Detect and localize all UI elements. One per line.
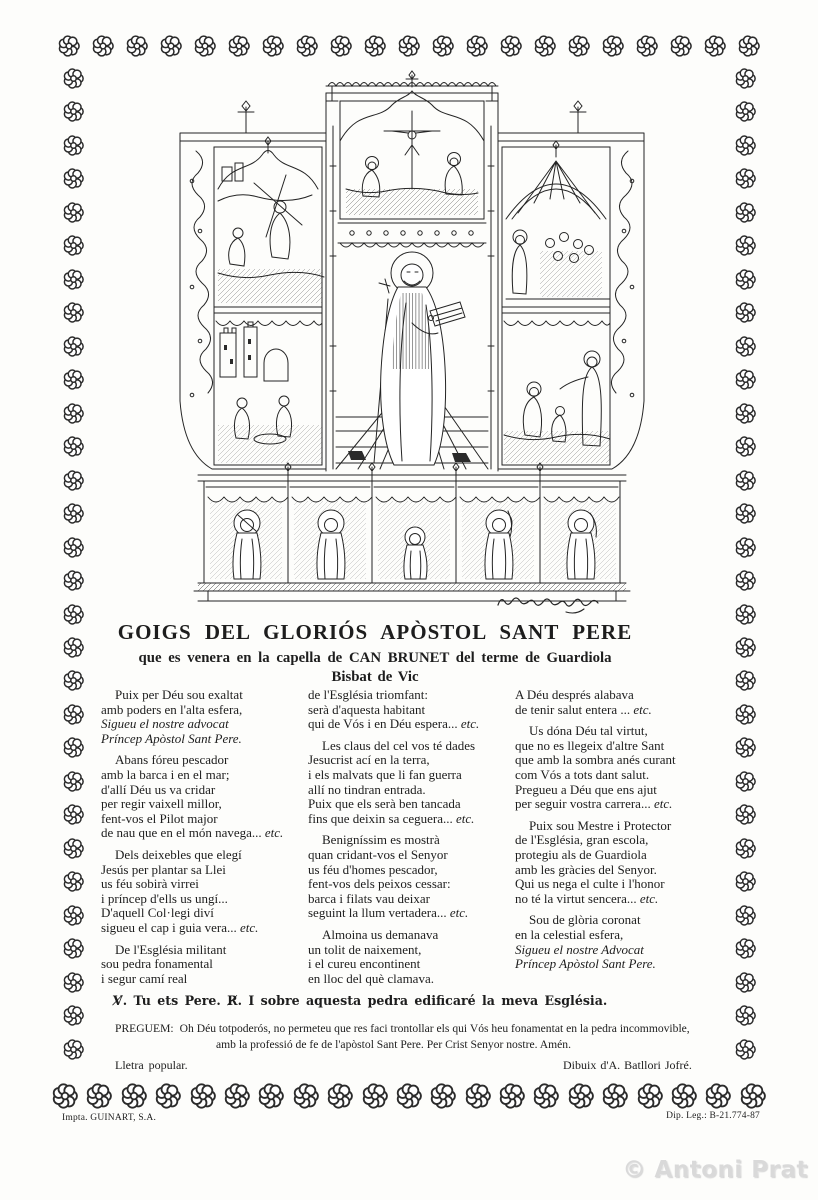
rosette-flower-icon <box>63 436 84 457</box>
crucifixion-scene <box>340 91 484 219</box>
rosette-flower-icon <box>262 35 284 57</box>
preguem-text-1: Oh Déu totpoderós, no permeteu que res faci trontollar els qui Vós heu fonamentat en la pedra incommovible, <box>179 1022 690 1035</box>
verse-line: Almoina us demanava <box>322 926 439 942</box>
ornament-border-left <box>61 68 85 1060</box>
verse-line: Pregueu a Déu que ens ajut <box>515 781 657 797</box>
verse-line: Sigueu el nostre advocat <box>101 716 229 732</box>
saint-peter-figure <box>374 252 465 465</box>
rosette-flower-icon <box>466 35 488 57</box>
rosette-flower-icon <box>63 570 84 591</box>
verse-line: en la celestial esfera, <box>515 926 624 942</box>
rosette-flower-icon <box>735 302 756 323</box>
rosette-flower-icon <box>568 1083 594 1109</box>
stanza <box>308 739 515 827</box>
verse-line: Jesucrist ací en la terra, <box>308 752 430 768</box>
copyright-watermark: © Antoni Prat <box>622 1157 808 1183</box>
versicle-line: V̸. Tu ets Pere. R̸. I sobre aquesta pedra edificaré la meva Església. <box>113 993 608 1008</box>
right-wing-panels <box>498 101 644 469</box>
verse-line: barca i filats vau deixar <box>308 890 430 906</box>
rosette-flower-icon <box>63 737 84 758</box>
rosette-flower-icon <box>63 403 84 424</box>
verse-line: que no es llegeix d'altre Sant <box>515 737 665 753</box>
rosette-flower-icon <box>735 470 756 491</box>
rosette-flower-icon <box>126 35 148 57</box>
verse-line: de l'Església triomfant: <box>308 687 429 702</box>
verse-line: no té la virtut sencera... etc. <box>515 890 659 906</box>
title-block <box>60 620 690 686</box>
rosette-flower-icon <box>735 804 756 825</box>
rosette-flower-icon <box>63 537 84 558</box>
rosette-flower-icon <box>92 35 114 57</box>
rosette-flower-icon <box>258 1083 284 1109</box>
verse-line: amb poders en l'alta esfera, <box>101 701 243 717</box>
footer-deposit: Dip. Leg.: B-21.774-87 <box>666 1111 760 1121</box>
rosette-flower-icon <box>63 168 84 189</box>
stanza <box>101 753 308 841</box>
rosette-flower-icon <box>602 1083 628 1109</box>
left-wing-panels <box>180 101 326 469</box>
rosette-flower-icon <box>735 905 756 926</box>
stanza <box>515 819 722 907</box>
rosette-flower-icon <box>63 704 84 725</box>
verse-line: en lloc del què clamava. <box>308 970 434 986</box>
rosette-flower-icon <box>362 1083 388 1109</box>
rosette-flower-icon <box>735 1039 756 1060</box>
verse-line: i el cureu encontinent <box>308 956 421 972</box>
rosette-flower-icon <box>735 972 756 993</box>
stanza <box>101 688 308 746</box>
rosette-flower-icon <box>224 1083 250 1109</box>
ornament-border-top <box>58 33 760 59</box>
rosette-flower-icon <box>63 1039 84 1060</box>
preguem-label: PREGUEM: <box>115 1022 174 1035</box>
verse-line: Jesús per plantar sa Llei <box>101 861 226 877</box>
rosette-flower-icon <box>63 369 84 390</box>
preguem-line-2: amb la professió de fe de l'apòstol Sant Pere. Per Crist Senyor nostre. Amén. <box>216 1037 571 1051</box>
rosette-flower-icon <box>364 35 386 57</box>
rosette-flower-icon <box>465 1083 491 1109</box>
verse-line: D'aquell Col·legi diví <box>101 905 214 921</box>
stanza <box>515 688 722 717</box>
rosette-flower-icon <box>735 704 756 725</box>
credit-lyrics: Lletra popular. <box>115 1058 188 1072</box>
rosette-flower-icon <box>293 1083 319 1109</box>
rosette-flower-icon <box>432 35 454 57</box>
verse-line: per seguir vostra carrera... etc. <box>515 796 673 812</box>
rosette-flower-icon <box>63 336 84 357</box>
stanza <box>308 688 515 732</box>
rosette-flower-icon <box>63 202 84 223</box>
rosette-flower-icon <box>735 570 756 591</box>
rosette-flower-icon <box>735 670 756 691</box>
verse-line: seguint la llum vertadera... etc. <box>308 905 469 921</box>
rosette-flower-icon <box>63 972 84 993</box>
verse-line: sigueu el cap i guia vera... etc. <box>101 919 259 935</box>
verse-line: amb la barca i en el mar; <box>101 766 230 782</box>
stanza <box>308 928 515 986</box>
verse-line: A Déu després alabava <box>515 687 634 702</box>
verse-line: Puix que els serà ben tancada <box>308 796 461 812</box>
rosette-flower-icon <box>534 35 556 57</box>
rosette-flower-icon <box>63 871 84 892</box>
rosette-flower-icon <box>735 135 756 156</box>
rosette-flower-icon <box>735 1005 756 1026</box>
rosette-flower-icon <box>86 1083 112 1109</box>
stanza <box>101 848 308 936</box>
page-title: GOIGS DEL GLORIÓS APÒSTOL SANT PERE <box>117 620 633 644</box>
stanza <box>101 943 308 987</box>
rosette-flower-icon <box>735 168 756 189</box>
rosette-flower-icon <box>52 1083 78 1109</box>
rosette-flower-icon <box>194 35 216 57</box>
preguem-line-1 <box>115 1021 727 1037</box>
verse-line: fent-vos el Pilot major <box>101 810 218 826</box>
verse-line: us féu d'homes pescador, <box>308 861 438 877</box>
rosette-flower-icon <box>327 1083 353 1109</box>
rosette-flower-icon <box>735 537 756 558</box>
rosette-flower-icon <box>568 35 590 57</box>
rosette-flower-icon <box>396 1083 422 1109</box>
verse-line: per regir vaixell millor, <box>101 796 222 812</box>
altarpiece-illustration <box>168 70 656 620</box>
verse-line: Príncep Apòstol Sant Pere. <box>101 730 242 746</box>
bishopric-line: Bisbat de Vic <box>331 669 419 685</box>
ornament-border-right <box>733 68 757 1060</box>
stanza <box>308 833 515 921</box>
rosette-flower-icon <box>63 269 84 290</box>
rosette-flower-icon <box>63 938 84 959</box>
rosette-flower-icon <box>533 1083 559 1109</box>
rosette-flower-icon <box>637 1083 663 1109</box>
rosette-flower-icon <box>330 35 352 57</box>
verse-line: Príncep Apòstol Sant Pere. <box>515 956 656 972</box>
verse-line: Dels deixebles que elegí <box>115 846 242 862</box>
rosette-flower-icon <box>735 68 756 89</box>
preguem-block <box>115 1021 727 1052</box>
rosette-flower-icon <box>63 101 84 122</box>
artist-signature <box>498 598 598 613</box>
verse-line: Les claus del cel vos té dades <box>322 737 476 753</box>
verse-line: sou pedra fonamental <box>101 956 213 972</box>
rosette-flower-icon <box>735 436 756 457</box>
rosette-flower-icon <box>121 1083 147 1109</box>
verse-line: que amb la sombra anés curant <box>515 752 676 768</box>
rosette-flower-icon <box>63 135 84 156</box>
predella-saints <box>194 463 630 601</box>
rosette-flower-icon <box>63 235 84 256</box>
rosette-flower-icon <box>63 302 84 323</box>
rosette-flower-icon <box>63 771 84 792</box>
rosette-flower-icon <box>735 771 756 792</box>
rosette-flower-icon <box>398 35 420 57</box>
rosette-flower-icon <box>735 503 756 524</box>
verse-line: Abans fóreu pescador <box>115 752 229 768</box>
stanza <box>515 724 722 812</box>
rosette-flower-icon <box>735 938 756 959</box>
verse-line: i segur camí real <box>101 970 188 986</box>
retable-frame <box>180 71 644 613</box>
rosette-flower-icon <box>602 35 624 57</box>
rosette-flower-icon <box>735 838 756 859</box>
verse-line: Us dóna Déu tal virtut, <box>529 723 648 739</box>
rosette-flower-icon <box>735 202 756 223</box>
rosette-flower-icon <box>740 1083 766 1109</box>
verse-line: un tolit de naixement, <box>308 941 422 957</box>
rosette-flower-icon <box>670 35 692 57</box>
rosette-flower-icon <box>63 905 84 926</box>
verse-line: Qui us nega el culte i l'honor <box>515 876 665 892</box>
verse-line: us féu sobirà virrei <box>101 876 199 892</box>
verse-line: Puix per Déu sou exaltat <box>115 687 243 702</box>
rosette-flower-icon <box>636 35 658 57</box>
rosette-flower-icon <box>735 737 756 758</box>
verse-line: Sigueu el nostre Advocat <box>515 941 644 957</box>
rosette-flower-icon <box>58 35 80 57</box>
rosette-flower-icon <box>735 101 756 122</box>
verse-line: i príncep d'ells us ungí... <box>101 890 228 906</box>
verse-line: allí no tindran entrada. <box>308 781 426 797</box>
rosette-flower-icon <box>735 403 756 424</box>
verse-line: serà d'aquesta habitant <box>308 701 426 717</box>
rosette-flower-icon <box>500 35 522 57</box>
verse-column <box>308 688 515 993</box>
rosette-flower-icon <box>738 35 760 57</box>
verse-line: fent-vos dels peixos cessar: <box>308 876 451 892</box>
rosette-flower-icon <box>63 503 84 524</box>
rosette-flower-icon <box>63 470 84 491</box>
verse-line: d'allí Déu us va cridar <box>101 781 216 797</box>
rosette-flower-icon <box>735 369 756 390</box>
verse-column <box>101 688 308 993</box>
page-subtitle: que es venera en la capella de CAN BRUNET del terme de Guardiola <box>138 650 612 666</box>
verse-line: De l'Església militant <box>115 941 227 957</box>
verse-line: fins que deixin sa ceguera... etc. <box>308 810 475 826</box>
verse-line: qui de Vós i en Déu espera... etc. <box>308 716 480 732</box>
verse-line: Sou de glòria coronat <box>529 912 641 928</box>
rosette-flower-icon <box>735 871 756 892</box>
rosette-flower-icon <box>296 35 318 57</box>
rosette-flower-icon <box>735 269 756 290</box>
footer-printer: Impta. GUINART, S.A. <box>62 1113 157 1123</box>
rosette-flower-icon <box>63 838 84 859</box>
verse-line: amb les gràcies del Senyor. <box>515 861 657 877</box>
credit-artist: Dibuix d'A. Batllori Jofré. <box>563 1058 692 1072</box>
rosette-flower-icon <box>704 35 726 57</box>
verse-line: com Vós a tots dant salut. <box>515 766 650 782</box>
verse-line: de nau que en el món navega... etc. <box>101 825 284 841</box>
rosette-flower-icon <box>63 804 84 825</box>
verse-line: de tenir salut entera ... etc. <box>515 701 652 717</box>
stanza <box>515 913 722 971</box>
rosette-flower-icon <box>671 1083 697 1109</box>
rosette-flower-icon <box>63 1005 84 1026</box>
rosette-flower-icon <box>63 68 84 89</box>
rosette-flower-icon <box>155 1083 181 1109</box>
verse-line: i els malvats que li fan guerra <box>308 766 462 782</box>
rosette-flower-icon <box>705 1083 731 1109</box>
verse-line: protegiu als de Guardiola <box>515 846 647 862</box>
rosette-flower-icon <box>735 235 756 256</box>
verse-column <box>515 688 722 993</box>
rosette-flower-icon <box>430 1083 456 1109</box>
rosette-flower-icon <box>735 604 756 625</box>
rosette-flower-icon <box>735 637 756 658</box>
verses <box>101 688 727 993</box>
verse-line: Benigníssim es mostrà <box>322 832 440 848</box>
rosette-flower-icon <box>160 35 182 57</box>
verse-line: de l'Església, gran escola, <box>515 832 649 848</box>
verse-line: quan cridant-vos el Senyor <box>308 846 448 862</box>
verse-line: Puix sou Mestre i Protector <box>529 817 672 833</box>
rosette-flower-icon <box>735 336 756 357</box>
rosette-flower-icon <box>190 1083 216 1109</box>
rosette-flower-icon <box>228 35 250 57</box>
ornament-border-bottom <box>52 1082 766 1110</box>
rosette-flower-icon <box>499 1083 525 1109</box>
